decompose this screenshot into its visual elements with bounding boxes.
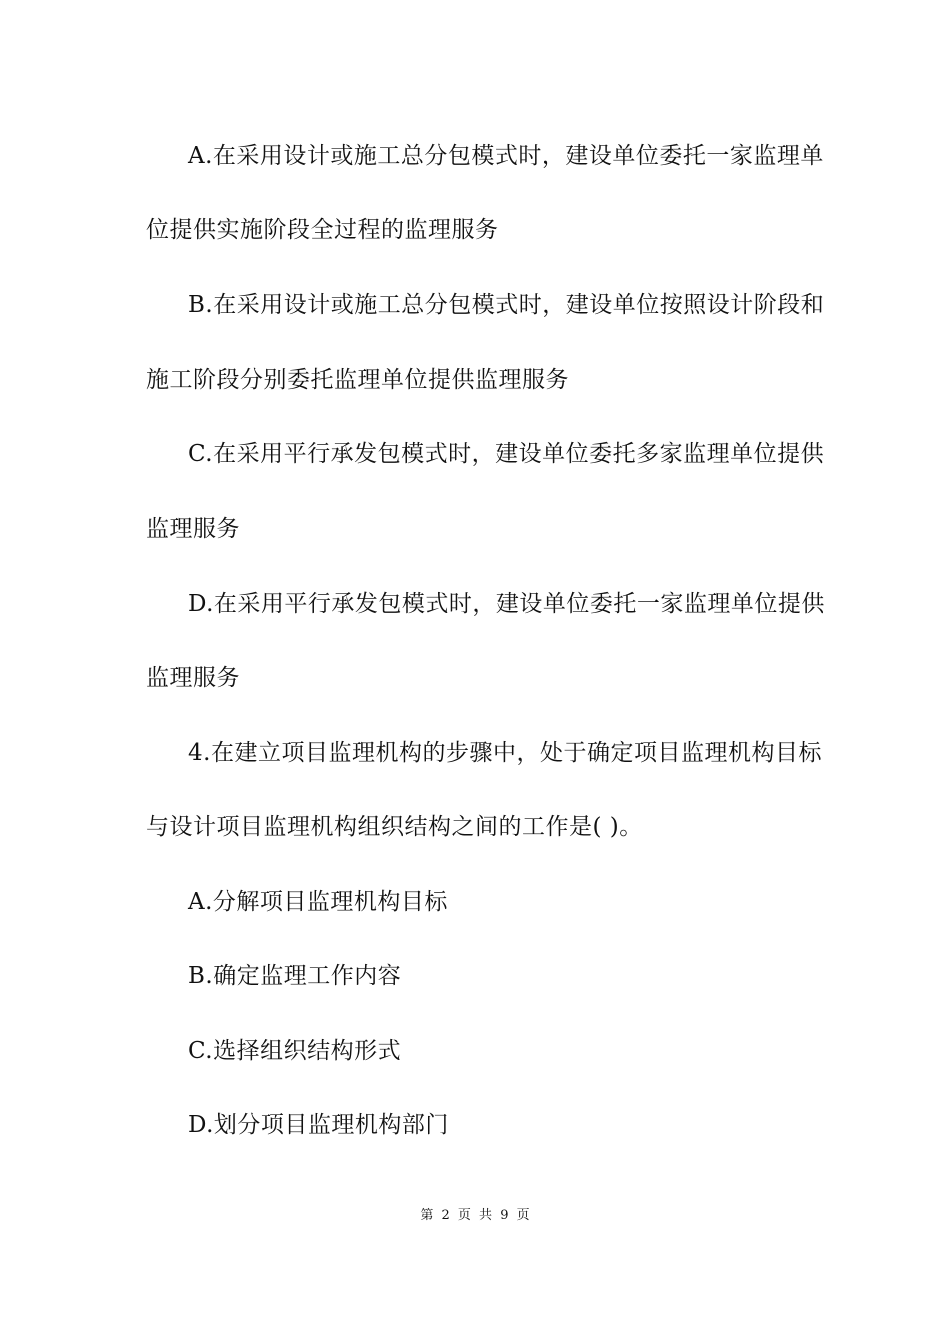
option-d-line-1: D.在采用平行承发包模式时，建设单位委托一家监理单位提供 [188,591,825,617]
question-4-line-2: 与设计项目监理机构组织结构之间的工作是( )。 [146,814,643,840]
option-a-line-2: 位提供实施阶段全过程的监理服务 [146,217,499,243]
page-footer: 第 2 页 共 9 页 [420,1208,530,1223]
option-a-line-1: A.在采用设计或施工总分包模式时，建设单位委托一家监理单 [188,143,824,169]
q4-option-d: D.划分项目监理机构部门 [188,1112,449,1138]
option-b-line-2: 施工阶段分别委托监理单位提供监理服务 [146,367,569,393]
option-c-line-2: 监理服务 [146,516,240,542]
question-4-line-1: 4.在建立项目监理机构的步骤中，处于确定项目监理机构目标 [188,740,822,766]
option-d-line-2: 监理服务 [146,665,240,691]
option-c-line-1: C.在采用平行承发包模式时，建设单位委托多家监理单位提供 [188,441,825,467]
q4-option-c: C.选择组织结构形式 [188,1038,402,1064]
option-b-line-1: B.在采用设计或施工总分包模式时，建设单位按照设计阶段和 [188,292,825,318]
q4-option-b: B.确定监理工作内容 [188,963,402,989]
q4-option-a: A.分解项目监理机构目标 [188,889,448,915]
